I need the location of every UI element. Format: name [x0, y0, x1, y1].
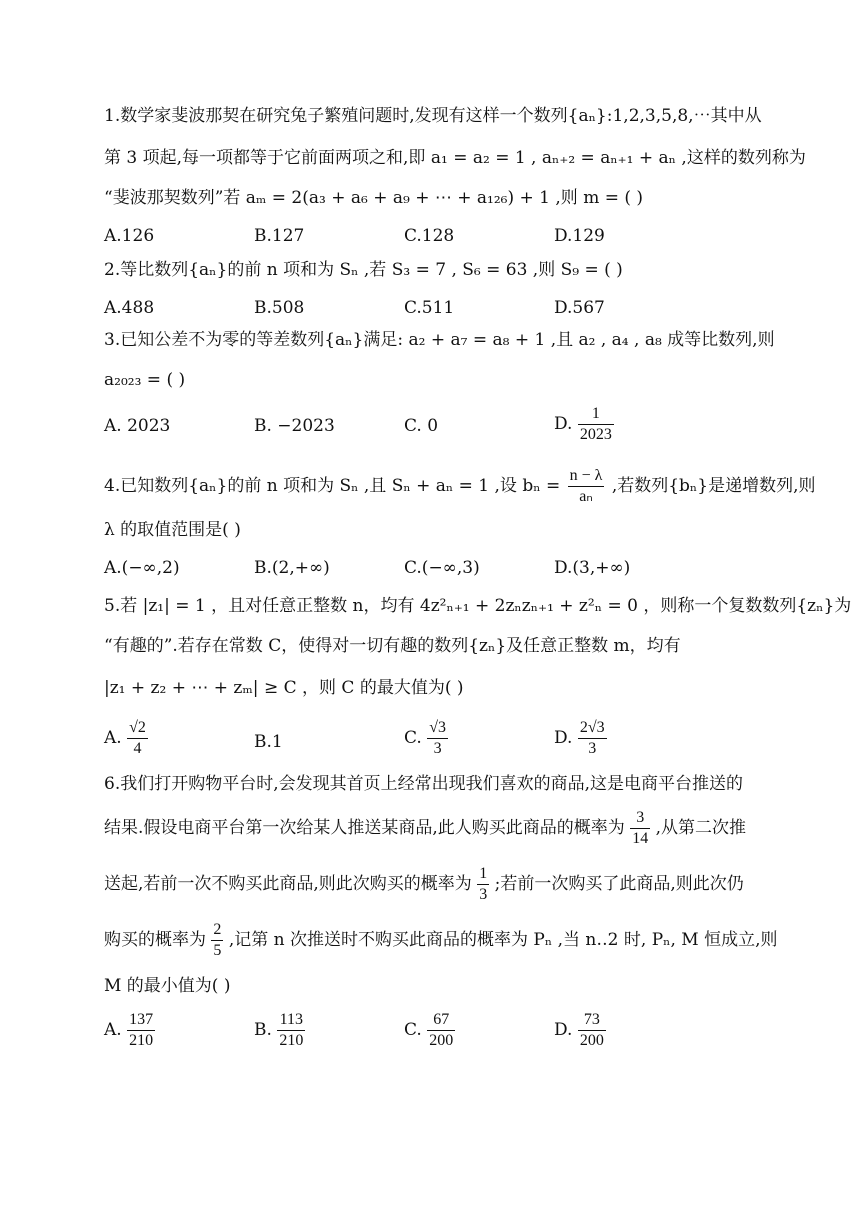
- q6-line-5: M 的最小值为( ): [104, 976, 231, 996]
- fraction-denominator: 200: [579, 1032, 604, 1049]
- q6-line-4: [104, 920, 778, 961]
- q5-option-c-fraction: [427, 718, 448, 759]
- q2-option-c: C.511: [404, 298, 455, 318]
- fraction-numerator: 2: [213, 921, 222, 938]
- q6-option-a-label: A.: [104, 1020, 122, 1040]
- fraction-numerator: 113: [279, 1011, 304, 1028]
- fraction-denominator: aₙ: [568, 486, 605, 507]
- q6-fraction-2-5: [211, 920, 223, 961]
- q6-line-2: [104, 808, 746, 849]
- q4-line-1-text-b: ,若数列{bₙ}是递增数列,则: [611, 476, 816, 496]
- q5-option-d: [554, 718, 607, 759]
- q6-line-3-text-b: ;若前一次购买了此商品,则此次仍: [494, 874, 744, 894]
- q6-line-4-text-b: ,记第 n 次推送时不购买此商品的概率为 Pₙ ,当 n‥2 时, Pₙ, M 恒成立,则: [228, 930, 778, 950]
- fraction-numerator: 73: [583, 1011, 600, 1028]
- fraction-denominator: 210: [279, 1032, 304, 1049]
- fraction-numerator: n − λ: [569, 467, 603, 484]
- q3-option-b: B. −2023: [254, 416, 335, 436]
- q3-line-1: 3.已知公差不为零的等差数列{aₙ}满足: a₂ + a₇ = a₈ + 1 ,且 a₂ , a₄ , a₈ 成等比数列,则: [104, 330, 775, 350]
- q1-option-c: C.128: [404, 226, 455, 246]
- fraction-denominator: 3: [578, 738, 607, 759]
- q3-option-d-fraction: [578, 404, 614, 445]
- q1-option-a: A.126: [104, 226, 155, 246]
- q5-line-2: “有趣的”.若存在常数 C，使得对一切有趣的数列{zₙ}及任意正整数 m，均有: [104, 636, 681, 656]
- fraction-numerator: 137: [129, 1011, 154, 1028]
- q5-option-b: B.1: [254, 732, 283, 752]
- q3-option-a: A. 2023: [104, 416, 171, 436]
- fraction-denominator: 5: [213, 942, 222, 959]
- q5-option-c-label: C.: [404, 728, 422, 748]
- q4-line-1-text-a: 4.已知数列{aₙ}的前 n 项和为 Sₙ ,且 Sₙ + aₙ = 1 ,设 bₙ =: [104, 476, 561, 496]
- fraction-denominator: 14: [632, 830, 649, 847]
- q3-option-d-label: D.: [554, 414, 573, 434]
- fraction-numerator: 3: [636, 809, 645, 826]
- q6-option-c: [404, 1010, 455, 1051]
- q1-line-1: 1.数学家斐波那契在研究兔子繁殖问题时,发现有这样一个数列{aₙ}:1,2,3,5,8,⋯其中从: [104, 106, 762, 126]
- fraction-denominator: 3: [427, 738, 448, 759]
- q2-option-a: A.488: [104, 298, 155, 318]
- q6-option-c-label: C.: [404, 1020, 422, 1040]
- q4-option-c: C.(−∞,3): [404, 558, 480, 578]
- q6-fraction-3-14: [630, 808, 650, 849]
- q5-option-a-label: A.: [104, 728, 122, 748]
- q3-option-d: [554, 404, 614, 445]
- fraction-numerator: √3: [429, 719, 446, 736]
- fraction-denominator: 2023: [579, 426, 612, 443]
- q6-option-c-fraction: [427, 1010, 455, 1051]
- q5-line-3: |z₁ + z₂ + ⋯ + zₘ| ≥ C ，则 C 的最大值为( ): [104, 678, 464, 698]
- q1-line-2: 第 3 项起,每一项都等于它前面两项之和,即 a₁ = a₂ = 1 , aₙ₊₂ = aₙ₊₁ + aₙ ,这样的数列称为: [104, 148, 806, 168]
- q6-option-b-fraction: [277, 1010, 305, 1051]
- q5-option-c: [404, 718, 448, 759]
- fraction-numerator: 1: [479, 865, 488, 882]
- q6-option-d-fraction: [578, 1010, 606, 1051]
- q2-line-1: 2.等比数列{aₙ}的前 n 项和为 Sₙ ,若 S₃ = 7 , S₆ = 63 ,则 S₉ = ( ): [104, 260, 623, 280]
- q5-option-a-fraction: [127, 718, 148, 759]
- q4-option-d: D.(3,+∞): [554, 558, 631, 578]
- q3-option-c: C. 0: [404, 416, 439, 436]
- q6-option-d: [554, 1010, 606, 1051]
- q1-option-b: B.127: [254, 226, 305, 246]
- q6-line-1: 6.我们打开购物平台时,会发现其首页上经常出现我们喜欢的商品,这是电商平台推送的: [104, 774, 744, 794]
- q5-option-d-label: D.: [554, 728, 573, 748]
- q2-option-b: B.508: [254, 298, 305, 318]
- q4-option-b: B.(2,+∞): [254, 558, 330, 578]
- q6-option-b-label: B.: [254, 1020, 272, 1040]
- q4-bn-fraction: [568, 466, 605, 507]
- q6-line-4-text-a: 购买的概率为: [104, 930, 206, 950]
- q1-line-3: “斐波那契数列”若 aₘ = 2(a₃ + a₆ + a₉ + ⋯ + a₁₂₆) + 1 ,则 m = ( ): [104, 188, 644, 208]
- q6-line-2-text-a: 结果.假设电商平台第一次给某人推送某商品,此人购买此商品的概率为: [104, 818, 625, 838]
- q4-line-2: λ 的取值范围是( ): [104, 520, 241, 540]
- fraction-denominator: 4: [127, 738, 148, 759]
- q5-line-1: 5.若 |z₁| = 1 ，且对任意正整数 n，均有 4z²ₙ₊₁ + 2zₙzₙ₊₁ + z²ₙ = 0 ，则称一个复数数列{zₙ}为: [104, 596, 852, 616]
- fraction-denominator: 200: [429, 1032, 454, 1049]
- q6-line-3: [104, 864, 744, 905]
- q6-option-b: [254, 1010, 305, 1051]
- q6-line-2-text-b: ,从第二次推: [655, 818, 747, 838]
- q2-option-d: D.567: [554, 298, 605, 318]
- q6-option-a: [104, 1010, 155, 1051]
- q4-line-1: [104, 466, 816, 507]
- fraction-numerator: 1: [591, 405, 600, 422]
- q6-option-d-label: D.: [554, 1020, 573, 1040]
- fraction-denominator: 210: [129, 1032, 154, 1049]
- fraction-denominator: 3: [479, 886, 488, 903]
- q3-line-2: a₂₀₂₃ = ( ): [104, 370, 186, 390]
- fraction-numerator: 67: [433, 1011, 450, 1028]
- q6-option-a-fraction: [127, 1010, 155, 1051]
- fraction-numerator: √2: [129, 719, 146, 736]
- q5-option-a: [104, 718, 148, 759]
- fraction-numerator: 2√3: [579, 719, 605, 736]
- q6-line-3-text-a: 送起,若前一次不购买此商品,则此次购买的概率为: [104, 874, 472, 894]
- q4-option-a: A.(−∞,2): [104, 558, 180, 578]
- q1-option-d: D.129: [554, 226, 605, 246]
- q5-option-d-fraction: [578, 718, 607, 759]
- q6-fraction-1-3: [477, 864, 489, 905]
